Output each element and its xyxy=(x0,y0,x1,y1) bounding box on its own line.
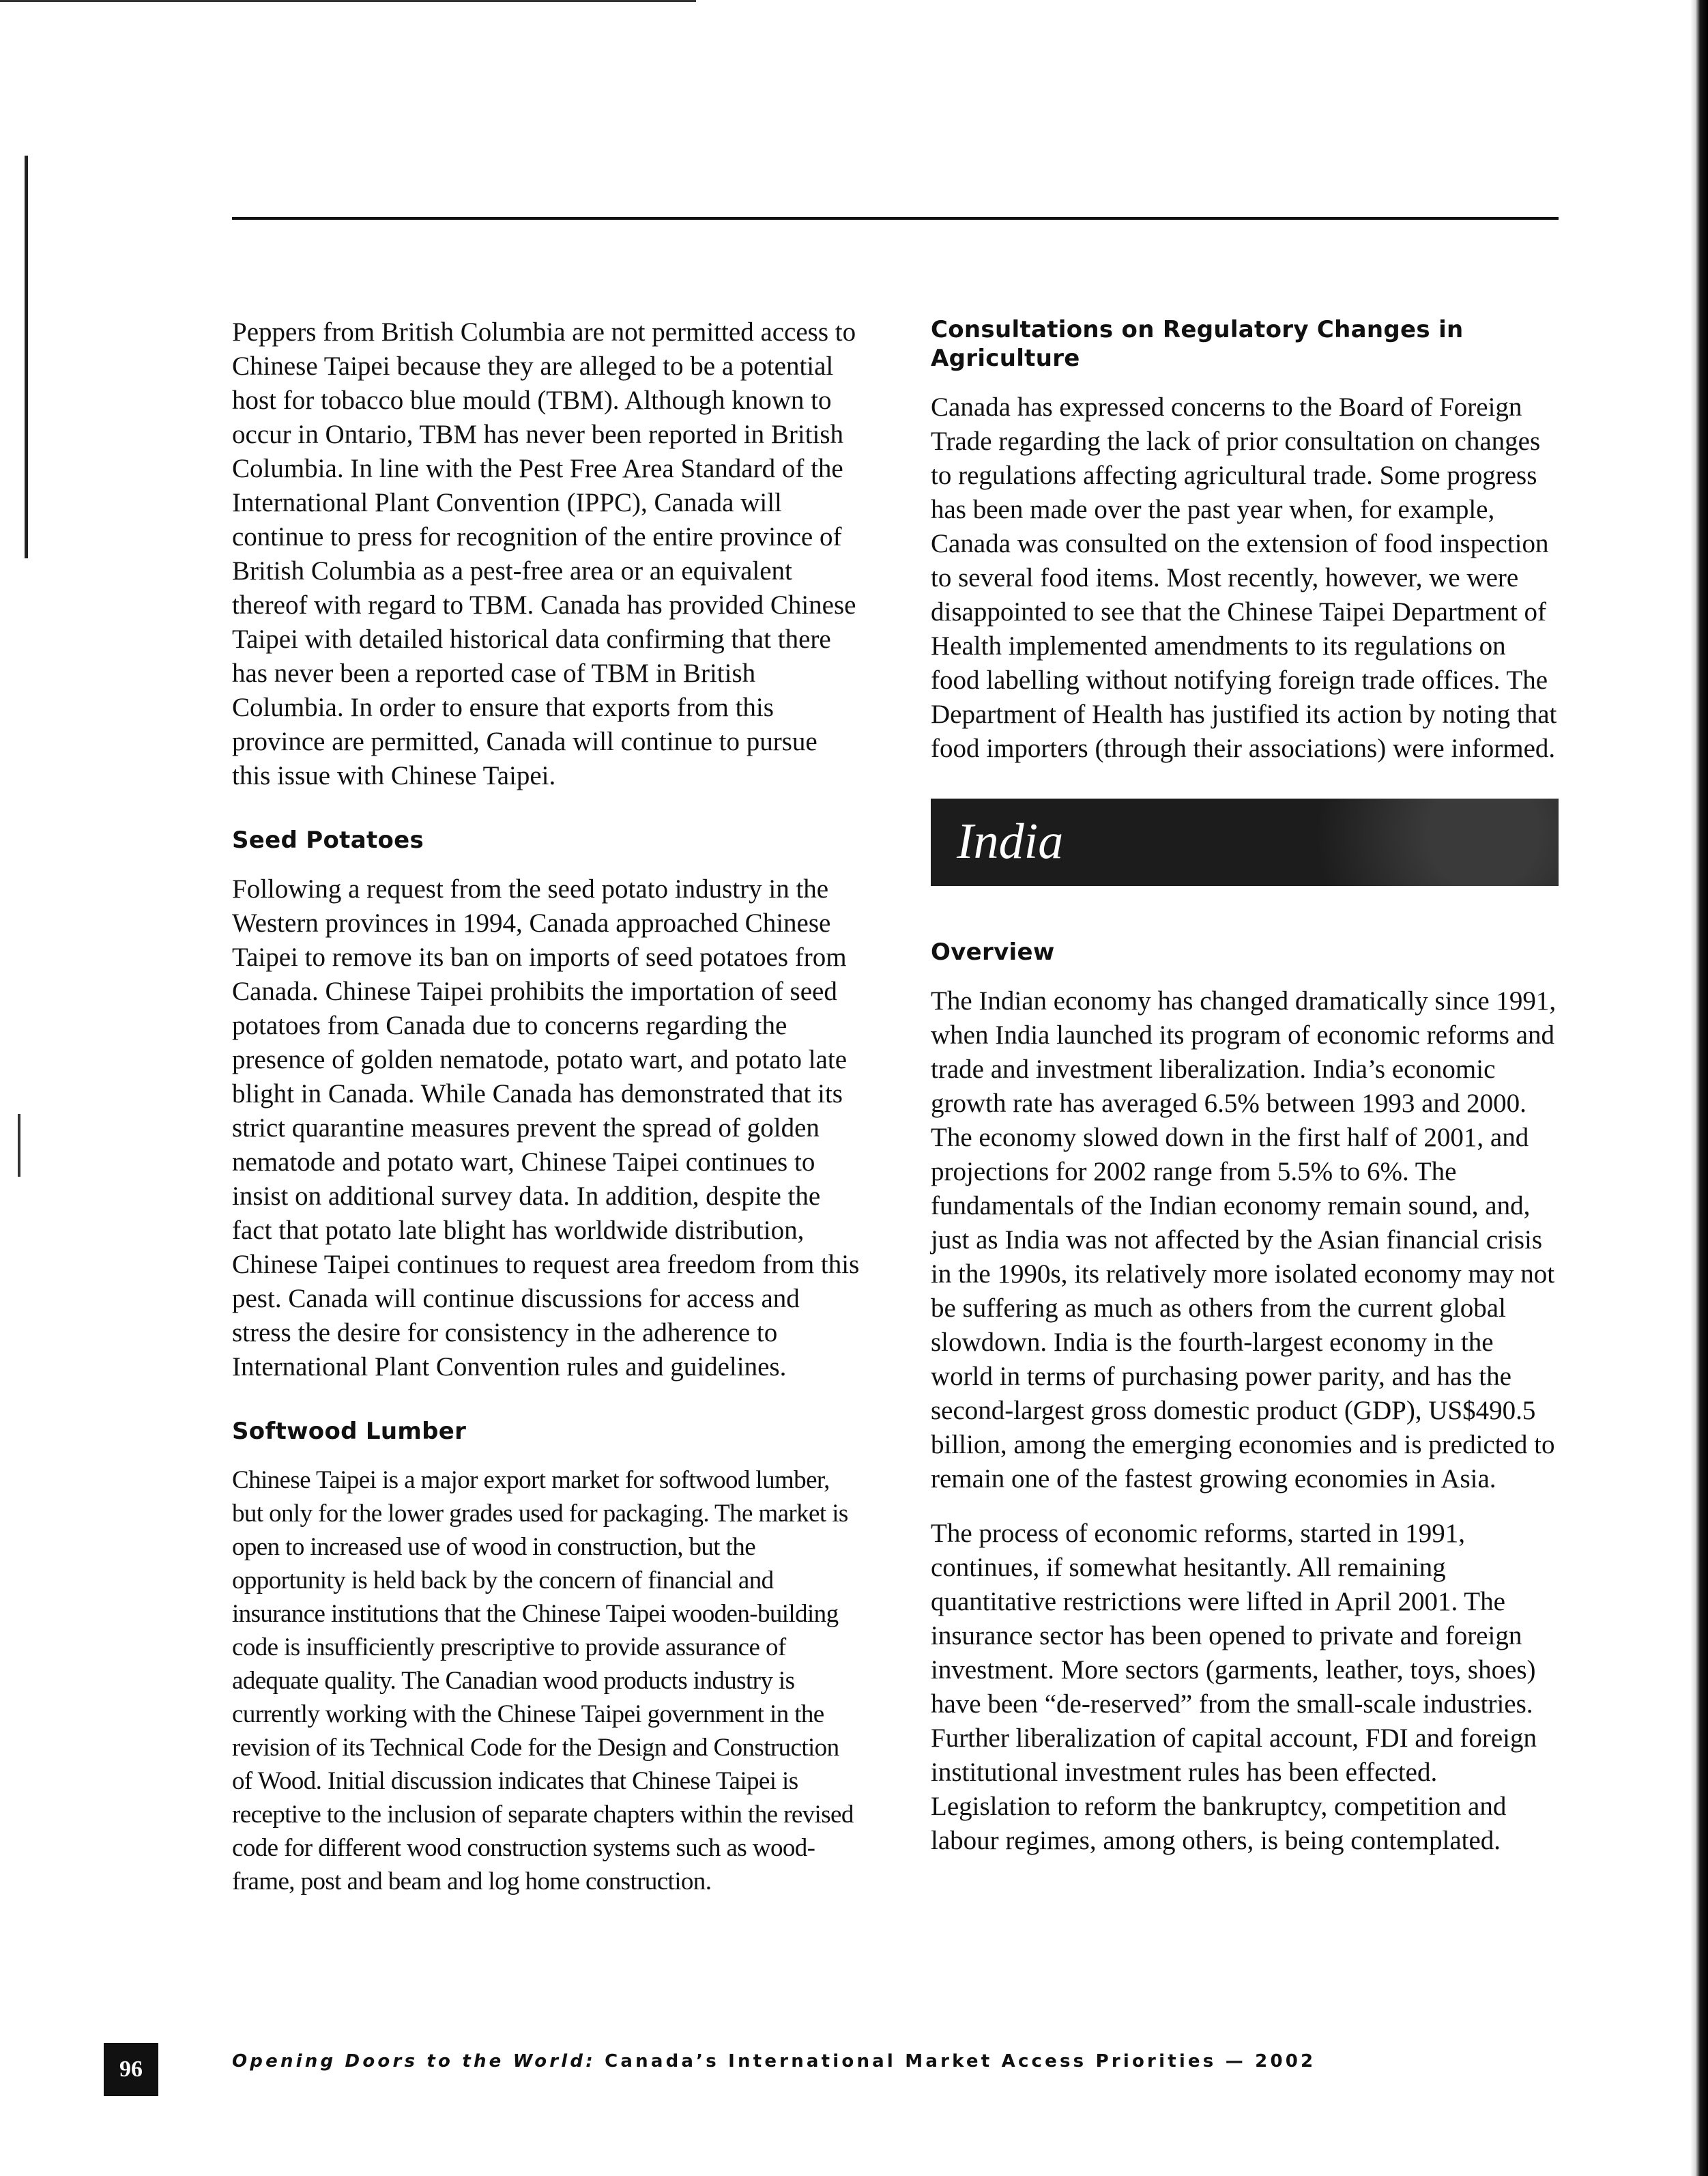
consultations-paragraph: Canada has expressed concerns to the Board of Foreign Trade regarding the lack of prior consultation on changes to regulations affecting agricultural trade. Some progress has been made over the past year when, for example, Canada was consulted on the extension of food inspection to several food items. Most recently, however, we were disappointed to see that the Chinese Taipei Department of Health implemented amendments to its regulations on food labelling without notifying foreign trade offices. The Department of Health has justified its action by noting that food importers (through their associations) were informed. xyxy=(931,392,1557,763)
scan-edge-top xyxy=(0,0,696,2)
overview-heading: Overview xyxy=(931,939,1055,966)
seed-potatoes-paragraph: Following a request from the seed potato industry in the Western provinces in 1994, Canada approached Chinese Taipei to remove its ban on imports of seed potatoes from Canada. Chinese Taipei prohibits the importation of seed potatoes from Canada due to concerns regarding the presence of golden nematode, potato wart, and potato late blight in Canada. While Canada has demonstrated that its strict quarantine measures prevent the spread of golden nematode and potato wart, Chinese Taipei continues to insist on additional survey data. In addition, despite the fact that potato late blight has worldwide distribution, Chinese Taipei continues to request area freedom from this pest. Canada will continue discussions for access and stress the desire for consistency in the adherence to International Plant Convention rules and guidelines. xyxy=(232,874,860,1382)
right-column xyxy=(931,315,1559,1891)
scan-edge-right xyxy=(1690,0,1708,2176)
overview-paragraph-2: The process of economic reforms, started in 1991, continues, if somewhat hesitantly. All remaining quantitative restrictions were lifted in April 2001. The insurance sector has been opened to private and foreign investment. More sectors (garments, leather, toys, shoes) have been “de-reserved” from the small-scale industries. Further liberalization of capital account, FDI and foreign institutional investment rules has been effected. Legislation to reform the bankruptcy, competition and labour regimes, among others, is being contemplated. xyxy=(931,1519,1537,1855)
footer-publication-title: Opening Doors to the World: xyxy=(232,2051,596,2072)
india-section-banner xyxy=(931,799,1559,886)
page-number-box xyxy=(104,2043,158,2096)
seed-potatoes-heading: Seed Potatoes xyxy=(232,827,424,854)
scan-edge-left-mark xyxy=(18,1114,20,1177)
scan-edge-left xyxy=(25,156,28,558)
overview-paragraph-1: The Indian economy has changed dramatically since 1991, when India launched its program of economic reforms and trade and investment liberalization. India’s economic growth rate has averaged 6.5% between 1993 and 2000. The economy slowed down in the first half of 2001, and projections for 2002 range from 5.5% to 6%. The fundamentals of the Indian economy remain sound, and, just as India was not affected by the Asian financial crisis in the 1990s, its relatively more isolated economy may not be suffering as much as others from the current global slowdown. India is the fourth-largest economy in the world in terms of purchasing power parity, and has the second-largest gross domestic product (GDP), US$490.5 billion, among the emerging economies and is predicted to remain one of the fastest growing economies in Asia. xyxy=(931,986,1557,1493)
softwood-lumber-paragraph: Chinese Taipei is a major export market for softwood lumber, but only for the lower grades used for packaging. The market is open to increased use of wood in construction, but the opportunity is held back by the concern of financial and insurance institutions that the Chinese Taipei wooden-building code is insufficiently prescriptive to provide assurance of adequate quality. The Canadian wood products industry is currently working with the Chinese Taipei government in the revision of its Technical Code for the Design and Construction of Wood. Initial discussion indicates that Chinese Taipei is receptive to the inclusion of separate chapters within the revised code for different wood construction systems such as wood-frame, post and beam and log home construction. xyxy=(232,1466,854,1895)
left-column xyxy=(232,315,860,1931)
india-banner-title: India xyxy=(957,814,1064,870)
consultations-heading: Consultations on Regulatory Changes in Agriculture xyxy=(931,316,1464,372)
running-footer xyxy=(232,2048,1529,2075)
page-number: 96 xyxy=(119,2057,143,2082)
footer-subtitle: Canada’s International Market Access Priorities — 2002 xyxy=(605,2051,1316,2072)
peppers-paragraph: Peppers from British Columbia are not permitted access to Chinese Taipei because they are alleged to be a potential host for tobacco blue mould (TBM). Although known to occur in Ontario, TBM has never been reported in British Columbia. In line with the Pest Free Area Standard of the International Plant Convention (IPPC), Canada will continue to press for recognition of the entire province of British Columbia as a pest-free area or an equivalent thereof with regard to TBM. Canada has provided Chinese Taipei with detailed historical data confirming that there has never been a reported case of TBM in British Columbia. In order to ensure that exports from this province are permitted, Canada will continue to pursue this issue with Chinese Taipei. xyxy=(232,317,856,790)
header-rule xyxy=(232,217,1559,220)
softwood-lumber-heading: Softwood Lumber xyxy=(232,1418,467,1445)
